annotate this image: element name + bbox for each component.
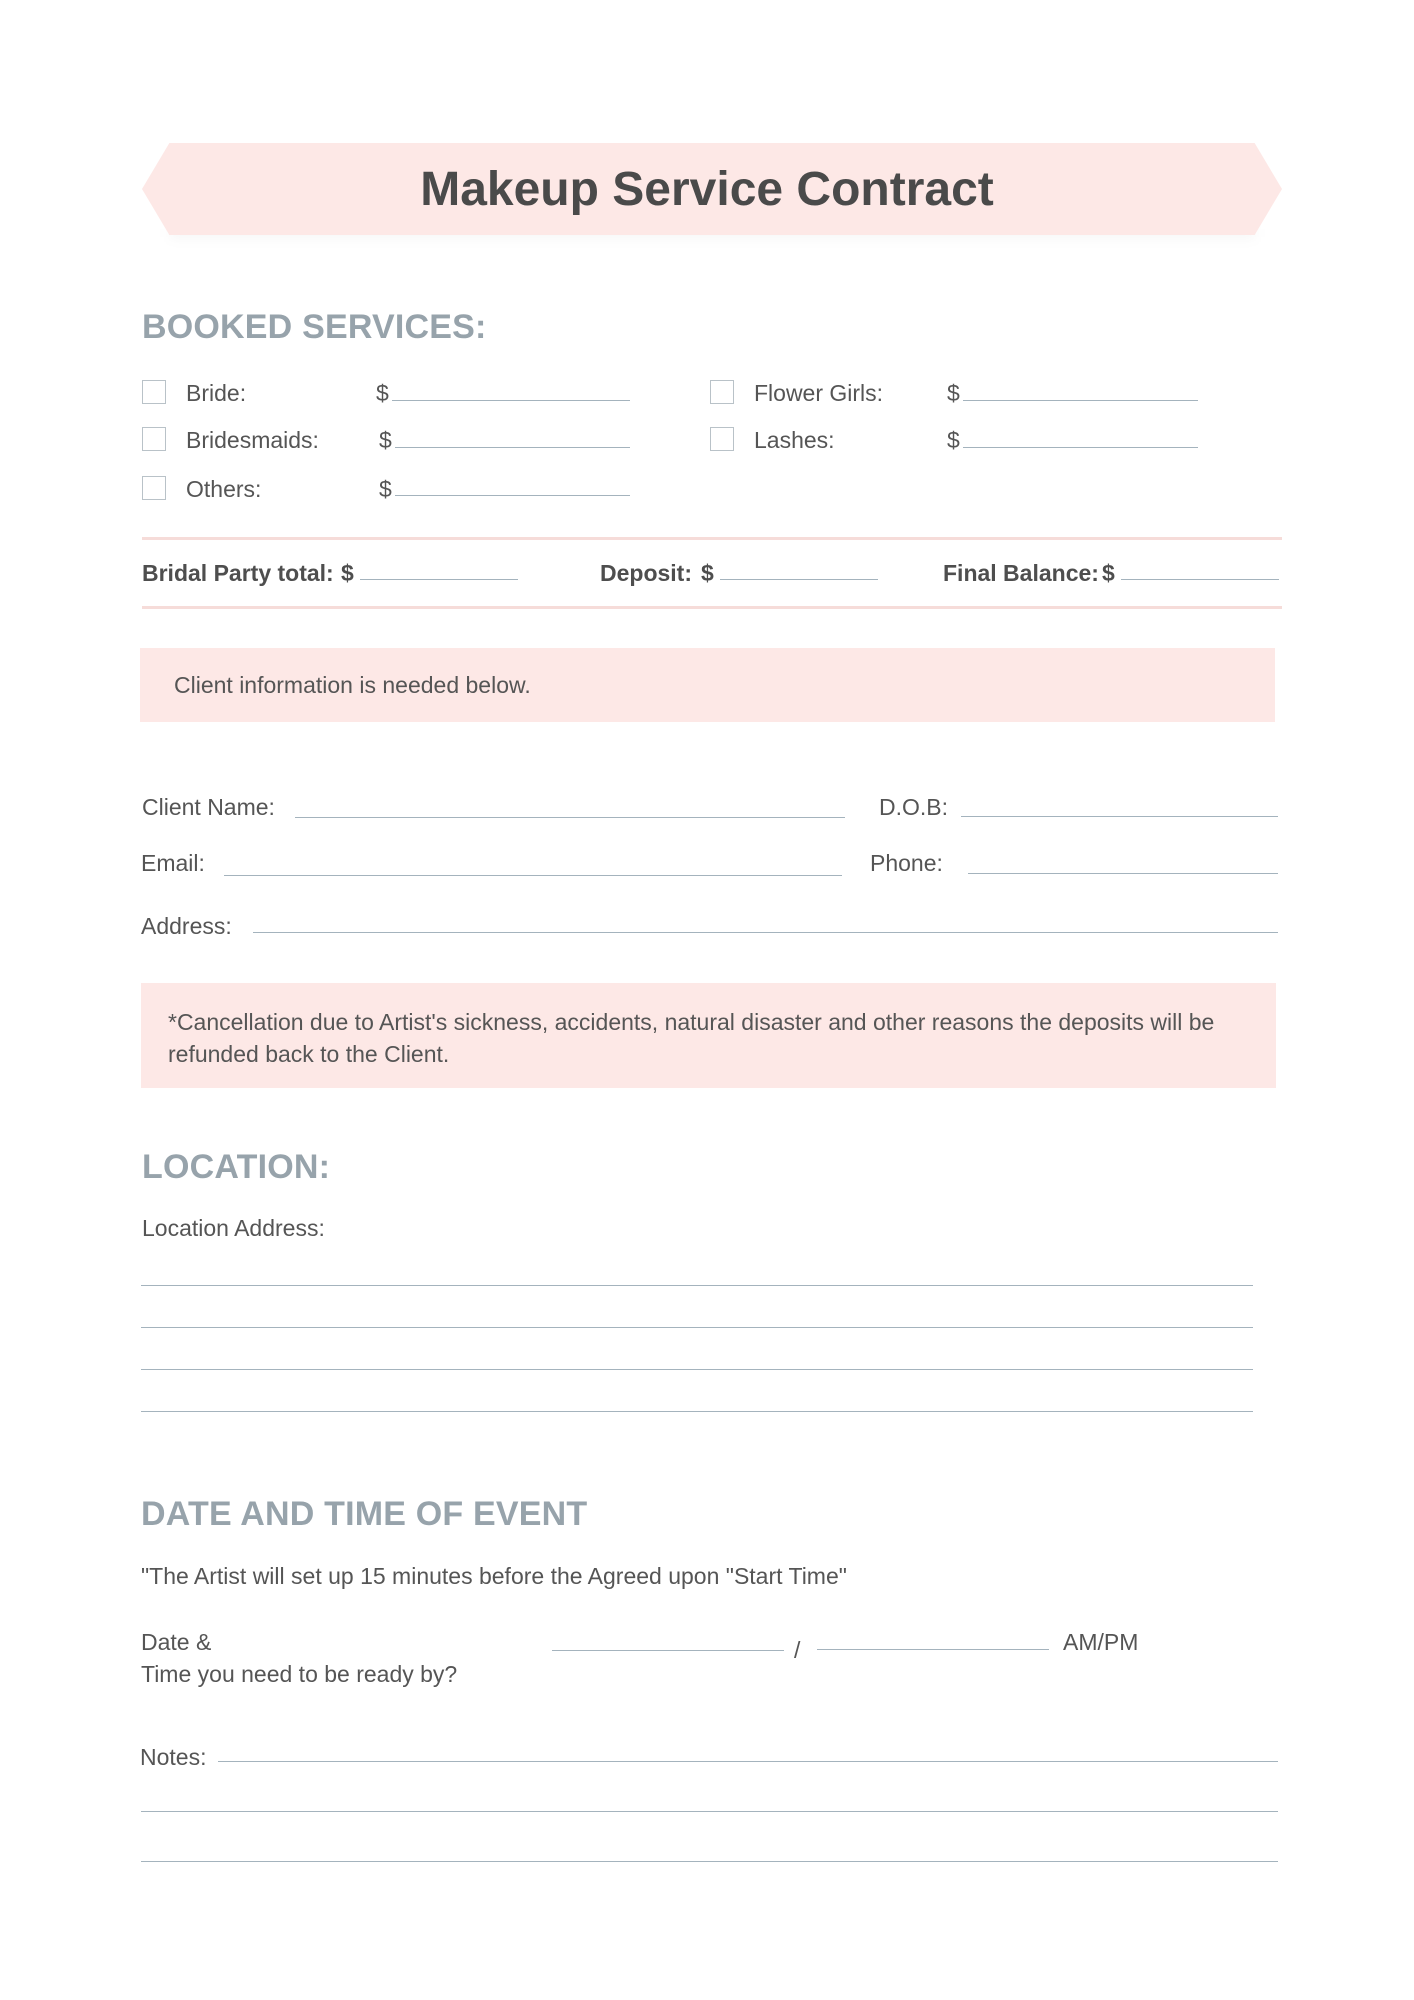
lashes-currency: $ <box>947 427 960 453</box>
location-address-line-4[interactable] <box>141 1411 1253 1412</box>
bridal-party-total-field[interactable] <box>360 579 518 580</box>
bride-currency: $ <box>376 380 389 406</box>
lashes-checkbox[interactable] <box>710 427 734 451</box>
bridesmaids-price-field[interactable] <box>395 447 630 448</box>
phone-label: Phone: <box>870 850 943 876</box>
notes-line-3[interactable] <box>141 1861 1278 1862</box>
ampm-label: AM/PM <box>1063 1629 1139 1655</box>
dob-field[interactable] <box>961 816 1278 817</box>
notes-line-2[interactable] <box>141 1811 1278 1812</box>
client-notice-text: Client information is needed below. <box>174 672 531 698</box>
location-heading: LOCATION: <box>142 1148 331 1186</box>
lashes-price-field[interactable] <box>963 447 1198 448</box>
flower-girls-price-field[interactable] <box>963 400 1198 401</box>
final-balance-currency: $ <box>1102 560 1115 586</box>
final-balance-field[interactable] <box>1121 579 1279 580</box>
address-field[interactable] <box>253 932 1278 933</box>
address-label: Address: <box>141 913 232 939</box>
location-address-line-2[interactable] <box>141 1327 1253 1328</box>
deposit-label: Deposit: <box>600 560 692 586</box>
deposit-currency: $ <box>701 560 714 586</box>
notes-label: Notes: <box>140 1744 207 1770</box>
flower-girls-currency: $ <box>947 380 960 406</box>
notes-line-1[interactable] <box>218 1761 1278 1762</box>
others-price-field[interactable] <box>395 495 630 496</box>
flower-girls-checkbox[interactable] <box>710 380 734 404</box>
bridal-party-total-label: Bridal Party total: <box>142 560 334 586</box>
others-checkbox[interactable] <box>142 476 166 500</box>
dob-label: D.O.B: <box>879 794 949 820</box>
email-field[interactable] <box>224 875 842 876</box>
client-name-label: Client Name: <box>142 794 275 820</box>
phone-field[interactable] <box>968 873 1278 874</box>
flower-girls-label: Flower Girls: <box>754 380 884 406</box>
location-address-line-1[interactable] <box>141 1285 1253 1286</box>
location-address-label: Location Address: <box>142 1215 325 1241</box>
bridesmaids-label: Bridesmaids: <box>186 427 319 453</box>
date-time-separator: / <box>794 1637 801 1663</box>
bridal-party-total-currency: $ <box>341 560 354 586</box>
totals-bottom-divider <box>142 606 1282 609</box>
event-time-field[interactable] <box>817 1649 1049 1650</box>
event-heading: DATE AND TIME OF EVENT <box>141 1495 588 1533</box>
others-currency: $ <box>379 476 392 502</box>
bridesmaids-checkbox[interactable] <box>142 427 166 451</box>
deposit-field[interactable] <box>720 579 878 580</box>
final-balance-label: Final Balance: <box>943 560 1099 586</box>
others-label: Others: <box>186 476 262 502</box>
lashes-label: Lashes: <box>754 427 835 453</box>
page-title: Makeup Service Contract <box>420 163 994 216</box>
event-date-field[interactable] <box>552 1650 784 1651</box>
bride-checkbox[interactable] <box>142 380 166 404</box>
location-address-line-3[interactable] <box>141 1369 1253 1370</box>
totals-top-divider <box>142 537 1282 540</box>
bride-price-field[interactable] <box>392 400 630 401</box>
date-label-line2: Time you need to be ready by? <box>141 1661 458 1687</box>
cancellation-note: *Cancellation due to Artist's sickness, accidents, natural disaster and other reasons the deposits will be refunded back to the Client. <box>168 1009 1215 1067</box>
bride-label: Bride: <box>186 380 247 406</box>
setup-note: "The Artist will set up 15 minutes before the Agreed upon "Start Time" <box>141 1563 847 1589</box>
booked-services-heading: BOOKED SERVICES: <box>142 308 487 346</box>
client-name-field[interactable] <box>295 817 845 818</box>
date-label-line1: Date & <box>141 1629 212 1655</box>
bridesmaids-currency: $ <box>379 427 392 453</box>
email-label: Email: <box>141 850 205 876</box>
